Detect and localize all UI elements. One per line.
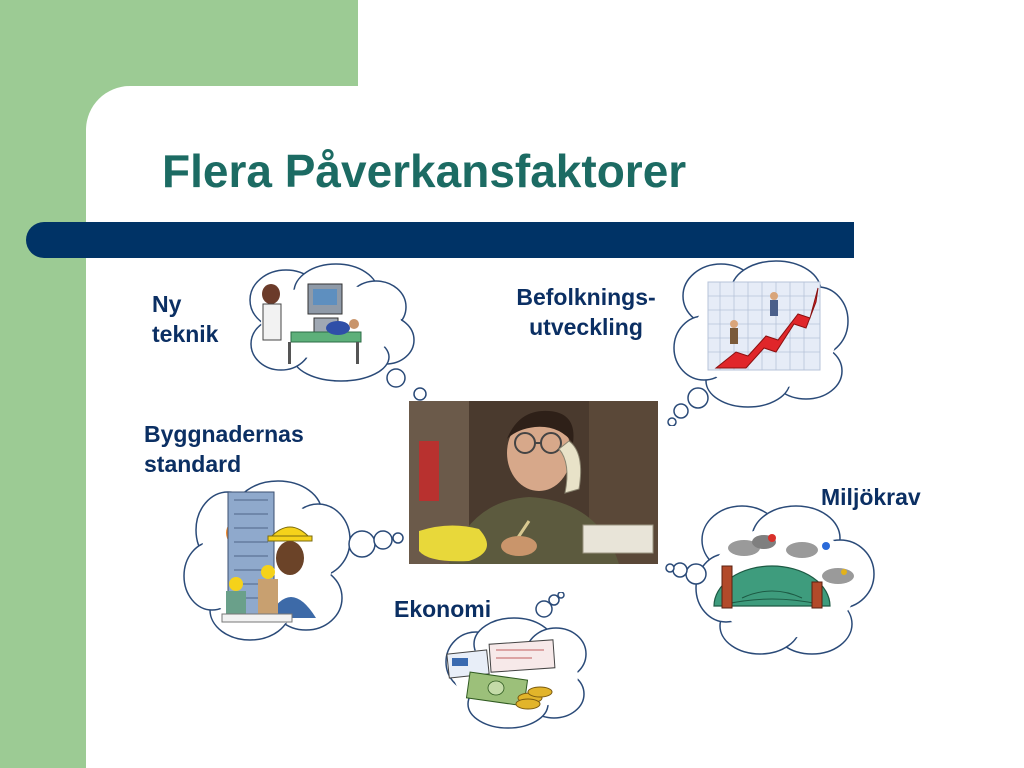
growth-chart-icon [708, 282, 820, 370]
thought-cloud-economy [432, 592, 592, 730]
thought-cloud-buildings [178, 478, 410, 648]
thought-cloud-technology [236, 262, 436, 402]
label-ekonomi: Ekonomi [394, 596, 492, 622]
thought-cloud-population [666, 256, 856, 426]
label-miljokrav: Miljökrav [821, 484, 921, 510]
label-line: Ny [152, 291, 182, 317]
label-byggnadernas-standard [144, 419, 304, 479]
label-line: teknik [152, 321, 219, 347]
slide-title: Flera Påverkansfaktorer [162, 145, 687, 197]
label-line: Byggnadernas [144, 421, 304, 447]
title-underline-bar [26, 222, 854, 258]
businessman-photo-illustration [409, 401, 658, 564]
thought-cloud-environment [662, 498, 878, 658]
label-befolkningsutveckling [500, 282, 672, 342]
label-ny-teknik [152, 289, 218, 349]
label-line: standard [144, 451, 242, 477]
label-line: Befolknings- [516, 284, 656, 310]
label-line: utveckling [529, 314, 643, 340]
businessman-on-phone-photo [409, 401, 658, 564]
